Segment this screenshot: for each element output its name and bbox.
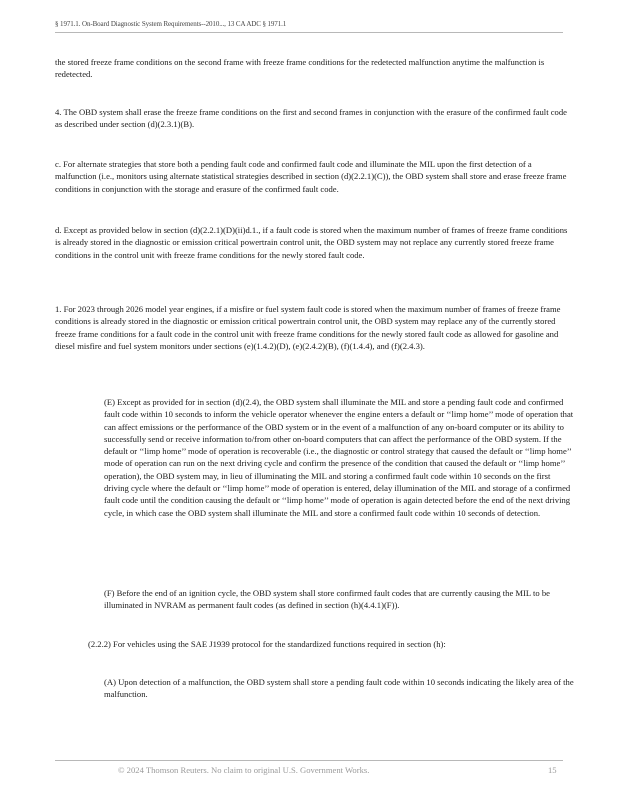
paragraph-item-d1: 1. For 2023 through 2026 model year engines, if a misfire or fuel system fault code is stored when the maximum number of frames of freeze frame conditions is already stored in the diagnostic or emission critical powertrain control unit, the OBD system may replace any of the currently stored freeze frame conditions for a fault code in the control unit with freeze frame conditions for the newly stored fault code as allowed for gasoline and diesel misfire and fuel system monitors under sections (e)(1.4.2)(D), (e)(2.4.2)(B), (f)(1.4.4), and (f)(2.4.3).	[55, 304, 561, 351]
page-number: 15	[548, 765, 557, 775]
paragraph-item-E: (E) Except as provided for in section (d)(2.4), the OBD system shall illuminate the MIL and store a pending fault code and confirmed fault code within 10 seconds to inform the vehicle operator whenever the engine enters a default or ‘‘limp home’’ mode of operation that can affect emissions or the performance of the OBD system or in the event of a malfunction of any on-board computer or its ability to successfully send or receive information to/from other on-board computers that can affect the performance of the OBD system. If the default or ‘‘limp home’’ mode of operation is recoverable (i.e., the diagnostic or control strategy that caused the default or ‘‘limp home’’ mode of operation can run on the next driving cycle and confirm the presence of the condition that caused the default or ‘‘limp home’’ operation), the OBD system may, in lieu of illuminating the MIL and storing a confirmed fault code within 10 seconds on the first driving cycle where the default or ‘‘limp home’’ mode of operation is entered, delay illumination of the MIL and storage of a confirmed fault code until the condition causing the default or ‘‘limp home’’ mode of operation is again detected before the end of the next driving cycle, in which case the OBD system shall illuminate the MIL and store a confirmed fault code within 10 seconds of detection.	[104, 397, 574, 518]
paragraph-item-c: c. For alternate strategies that store both a pending fault code and confirmed fault code and illuminate the MIL upon the first detection of a malfunction (i.e., monitors using alternate statistical strategies described in section (d)(2.2.1)(C)), the OBD system shall store and erase freeze frame conditions in conjunction with the storage and erasure of the confirmed fault code.	[55, 159, 567, 194]
footer-copyright: © 2024 Thomson Reuters. No claim to original U.S. Government Works.	[118, 765, 370, 775]
paragraph-section-2-2-2: (2.2.2) For vehicles using the SAE J1939 protocol for the standardized functions required in section (h):	[88, 639, 446, 649]
paragraph-item-A: (A) Upon detection of a malfunction, the OBD system shall store a pending fault code within 10 seconds indicating the likely area of the malfunction.	[104, 677, 574, 700]
paragraph-item-d: d. Except as provided below in section (d)(2.2.1)(D)(ii)d.1., if a fault code is stored when the maximum number of frames of freeze frame conditions is already stored in the diagnostic or emission critical powertrain control unit, the OBD system may not replace any currently stored freeze frame conditions in the control unit with freeze frame conditions for the newly stored fault code.	[55, 225, 568, 260]
running-head: § 1971.1. On-Board Diagnostic System Requirements--2010..., 13 CA ADC § 1971.1	[55, 20, 287, 28]
paragraph-item-4: 4. The OBD system shall erase the freeze frame conditions on the first and second frames in conjunction with the erasure of the confirmed fault code as described under section (d)(2.3.1)(B).	[55, 107, 567, 130]
header-rule	[55, 32, 563, 33]
paragraph-item-F: (F) Before the end of an ignition cycle, the OBD system shall store confirmed fault codes that are currently causing the MIL to be illuminated in NVRAM as permanent fault codes (as defined in section (h)(4.4.1)(F)).	[104, 588, 550, 611]
footer-rule	[55, 760, 563, 761]
paragraph-continuation: the stored freeze frame conditions on the second frame with freeze frame conditions for the redetected malfunction anytime the malfunction is redetected.	[55, 57, 545, 80]
